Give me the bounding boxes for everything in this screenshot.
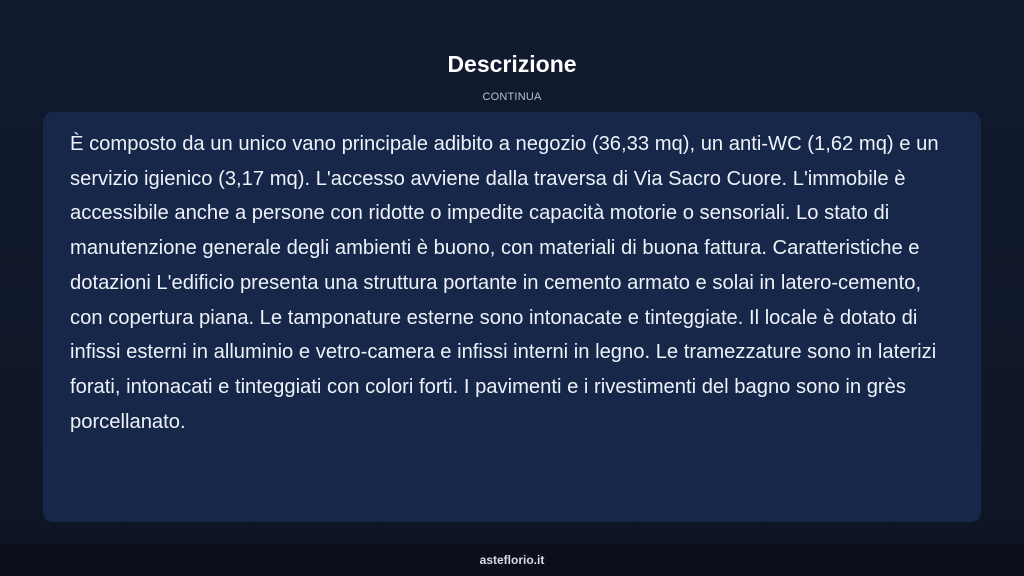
description-text: È composto da un unico vano principale adibito a negozio (36,33 mq), un anti-WC (1,62 mq) e un servizio igienico (3,17 mq). L'accesso avviene dalla traversa di Via Sacro Cuore. L'immobile è accessibile anche a persone con ridotte o impedite capacità motorie o sensoriali. Lo stato di manutenzione generale degli ambienti è buono, con materiali di buona fattura. Caratteristiche e dotazioni L'edificio presenta una struttura portante in cemento armato e solai in latero-cemento, con copertura piana. Le tamponature esterne sono intonacate e tinteggiate. Il locale è dotato di infissi esterni in alluminio e vetro-camera e infissi interni in legno. Le tramezzature sono in laterizi forati, intonacati e tinteggiati con colori forti. I pavimenti e i rivestimenti del bagno sono in grès porcellanato. [70, 133, 939, 433]
description-card [43, 112, 981, 522]
footer-site-label: asteflorio.it [479, 553, 545, 567]
continue-link[interactable]: CONTINUA [482, 91, 542, 103]
page-title: Descrizione [447, 51, 577, 77]
footer-bar [0, 544, 1024, 576]
